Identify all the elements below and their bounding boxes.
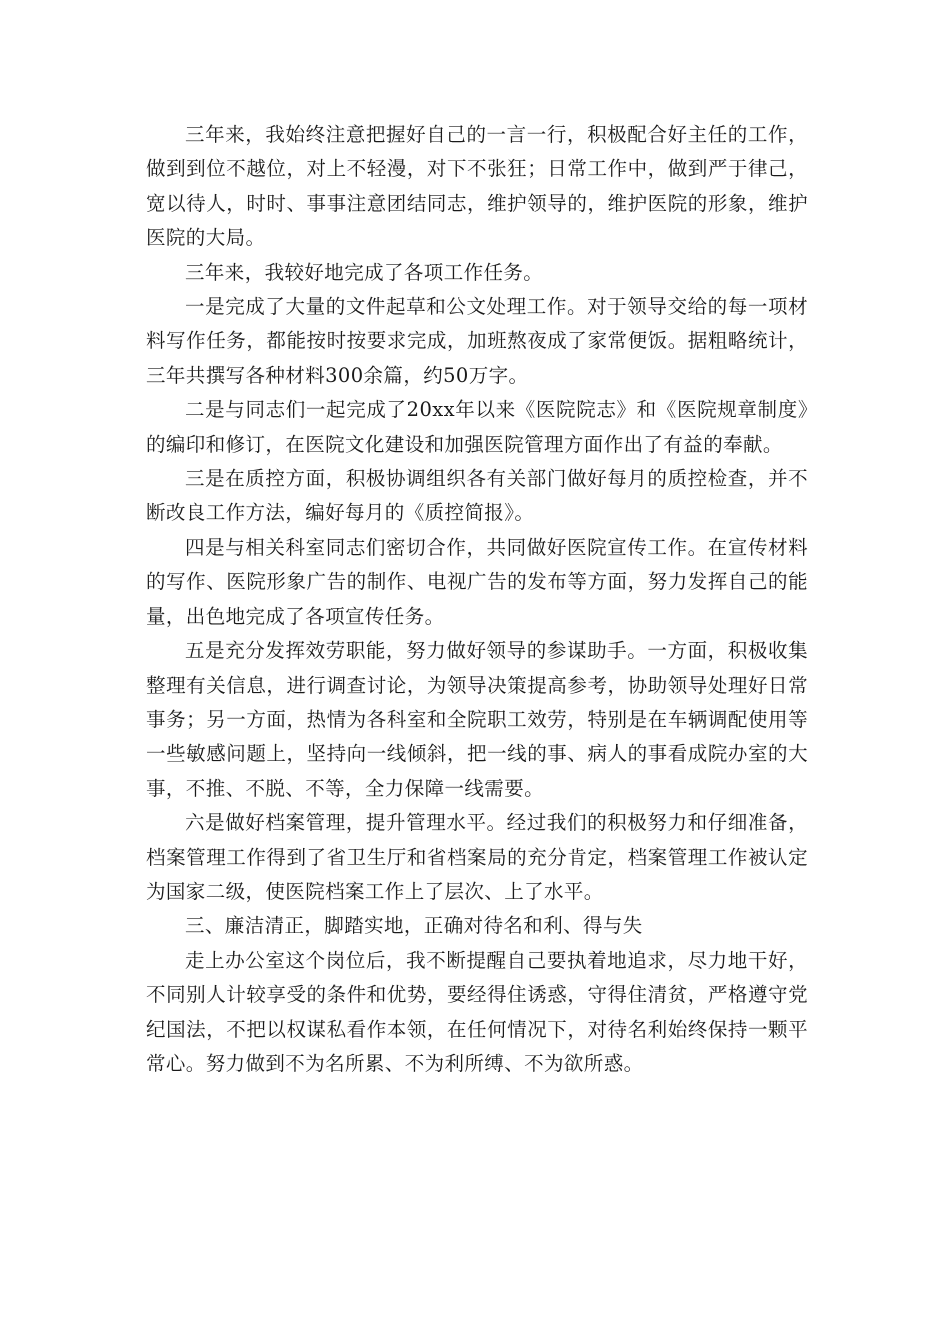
- paragraph-8: 六是做好档案管理，提升管理水平。经过我们的积极努力和仔细准备，档案管理工作得到了省卫生厅和省档案局的充分肯定，档案管理工作被认定为国家二级，使医院档案工作上了层次、上了水平。: [146, 811, 808, 903]
- paragraph-4: 二是与同志们一起完成了20xx年以来《医院院志》和《医院规章制度》的编印和修订，在医院文化建设和加强医院管理方面作出了有益的奉献。: [146, 398, 808, 456]
- paragraph-7: 五是充分发挥效劳职能，努力做好领导的参谋助手。一方面，积极收集整理有关信息，进行调查讨论，为领导决策提高参考，协助领导处理好日常事务；另一方面，热情为各科室和全院职工效劳，特别是在车辆调配使用等一些敏感问题上，坚持向一线倾斜，把一线的事、病人的事看成院办室的大事，不推、不脱、不等，全力保障一线需要。: [146, 639, 808, 800]
- paragraph-2: 三年来，我较好地完成了各项工作任务。: [185, 260, 544, 284]
- paragraph-9: 走上办公室这个岗位后，我不断提醒自己要执着地追求，尽力地干好，不同别人计较享受的条件和优势，要经得住诱惑，守得住清贫，严格遵守党纪国法，不把以权谋私看作本领，在任何情况下，对待名利始终保持一颗平常心。努力做到不为名所累、不为利所缚、不为欲所惑。: [146, 948, 808, 1075]
- paragraph-1: 三年来，我始终注意把握好自己的一言一行，积极配合好主任的工作，做到到位不越位，对上不轻漫，对下不张狂；日常工作中，做到严于律己，宽以待人，时时、事事注意团结同志，维护领导的，维护医院的形象，维护医院的大局。: [146, 123, 808, 250]
- paragraph-6: 四是与相关科室同志们密切合作，共同做好医院宣传工作。在宣传材料的写作、医院形象广告的制作、电视广告的发布等方面，努力发挥自己的能量，出色地完成了各项宣传任务。: [146, 535, 808, 628]
- document-body: [146, 118, 808, 1081]
- section-heading-3: 三、廉洁清正，脚踏实地，正确对待名和利、得与失: [185, 914, 643, 938]
- paragraph-5: 三是在质控方面，积极协调组织各有关部门做好每月的质控检查，并不断改良工作方法，编好每月的《质控简报》。: [146, 467, 808, 525]
- paragraph-3: 一是完成了大量的文件起草和公文处理工作。对于领导交给的每一项材料写作任务，都能按时按要求完成，加班熬夜成了家常便饭。据粗略统计，三年共撰写各种材料300余篇，约50万字。: [146, 295, 808, 387]
